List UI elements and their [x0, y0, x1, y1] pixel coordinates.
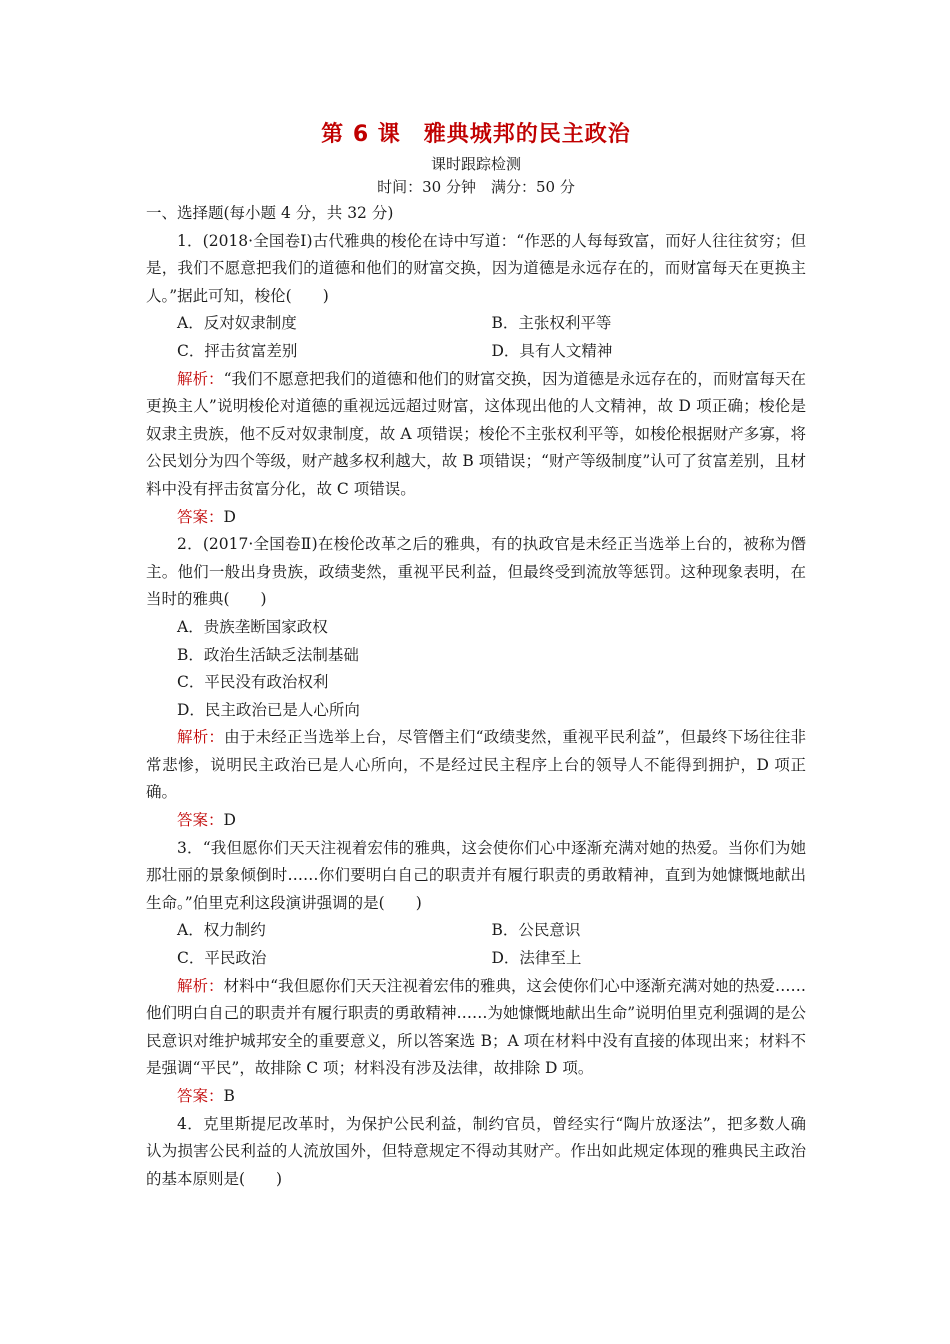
q2-option-a: A．贵族垄断国家政权 [177, 617, 328, 636]
q1-option-c: C．抨击贫富差别 [177, 341, 298, 360]
question-3-stem: 3．“我但愿你们天天注视着宏伟的雅典，这会使你们心中逐渐充满对她的热爱。当你们为她那壮丽的景象倾倒时……你们要明白自己的职责并有履行职责的勇敢精神，直到为她慷慨地献出生命。”伯里克利这段演讲强调的是( ) [146, 838, 806, 912]
question-2-stem: 2．(2017·全国卷Ⅱ)在梭伦改革之后的雅典，有的执政官是未经正当选举上台的，被称为僭主。他们一般出身贵族，政绩斐然，重视平民利益，但最终受到流放等惩罚。这种现象表明，在当时的雅典( ) [146, 535, 806, 609]
lesson-title: 第 6 课 雅典城邦的民主政治 [321, 122, 631, 147]
q1-option-a: A．反对奴隶制度 [177, 314, 297, 333]
question-1-analysis [146, 366, 806, 504]
question-2-answer [146, 807, 806, 835]
time-info: 时间：30 分钟 满分：50 分 [377, 178, 575, 196]
q3-option-b: B．公民意识 [491, 921, 581, 940]
answer-value: B [223, 1087, 235, 1105]
answer-label: 答案： [177, 507, 224, 526]
analysis-label: 解析： [177, 369, 224, 388]
analysis-text: 材料中“我但愿你们天天注视着宏伟的雅典，这会使你们心中逐渐充满对她的热爱……他们明白自己的职责并有履行职责的勇敢精神……为她慷慨地献出生命”说明伯里克利强调的是公民意识对维护城邦安全的重要意义，所以答案选 B；A 项在材料中没有直接的体现出来；材料不是强调“平民”，故排除 C 项；材料没有涉及法律，故排除 D 项。 [146, 976, 806, 1078]
subtitle: 课时跟踪检测 [430, 155, 521, 173]
q3-option-d: D．法律至上 [491, 949, 582, 968]
analysis-label: 解析： [177, 728, 225, 747]
analysis-label: 解析： [177, 976, 224, 995]
question-4-stem: 4．克里斯提尼改革时，为保护公民利益，制约官员，曾经实行“陶片放逐法”，把多数人确认为损害公民利益的人流放国外，但特意规定不得动其财产。作出如此规定体现的雅典民主政治的基本原则是( ) [146, 1114, 806, 1188]
q3-option-a: A．权力制约 [177, 921, 266, 940]
answer-label: 答案： [177, 1087, 224, 1105]
question-1-answer [146, 504, 806, 532]
q3-option-c: C．平民政治 [177, 949, 267, 968]
answer-value: D [223, 811, 236, 830]
question-3-options-row-1 [146, 917, 806, 945]
question-3-answer [146, 1083, 806, 1111]
section-heading: 一、选择题(每小题 4 分，共 32 分) [146, 204, 394, 222]
question-1-options-row-2 [146, 338, 806, 366]
q2-option-c: C．平民没有政治权利 [177, 673, 329, 692]
question-1-stem: 1．(2018·全国卷Ⅰ)古代雅典的梭伦在诗中写道：“作恶的人每每致富，而好人往往贫穷；但是，我们不愿意把我们的道德和他们的财富交换，因为道德是永远存在的，而财富每天在更换主人。”据此可知，梭伦( ) [146, 231, 806, 305]
document-body [146, 118, 806, 1193]
analysis-text: “我们不愿意把我们的道德和他们的财富交换，因为道德是永远存在的，而财富每天在更换主人”说明梭伦对道德的重视远远超过财富，这体现出他的人文精神，故 D 项正确；梭伦是奴隶主贵族，他不反对奴隶制度，故 A 项错误；梭伦不主张权利平等，如梭伦根据财产多寡，将公民划分为四个等级，财产越多权利越大，故 B 项错误；“财产等级制度”认可了贫富差别，且材料中没有抨击贫富分化，故 C 项错误。 [146, 369, 806, 498]
answer-label: 答案： [177, 811, 224, 830]
q2-option-b: B．政治生活缺乏法制基础 [177, 645, 359, 664]
question-3-options-row-2 [146, 945, 806, 973]
q1-option-b: B．主张权利平等 [491, 314, 612, 333]
q1-option-d: D．具有人文精神 [491, 341, 613, 360]
q2-option-d: D．民主政治已是人心所向 [177, 700, 360, 719]
analysis-text: 由于未经正当选举上台，尽管僭主们“政绩斐然，重视平民利益”，但最终下场往往非常悲惨，说明民主政治已是人心所向，不是经过民主程序上台的领导人不能得到拥护，D 项正确。 [146, 728, 806, 802]
answer-value: D [223, 507, 236, 526]
question-1-options-row-1 [146, 310, 806, 338]
question-2-analysis [146, 724, 806, 807]
question-3-analysis [146, 973, 806, 1083]
